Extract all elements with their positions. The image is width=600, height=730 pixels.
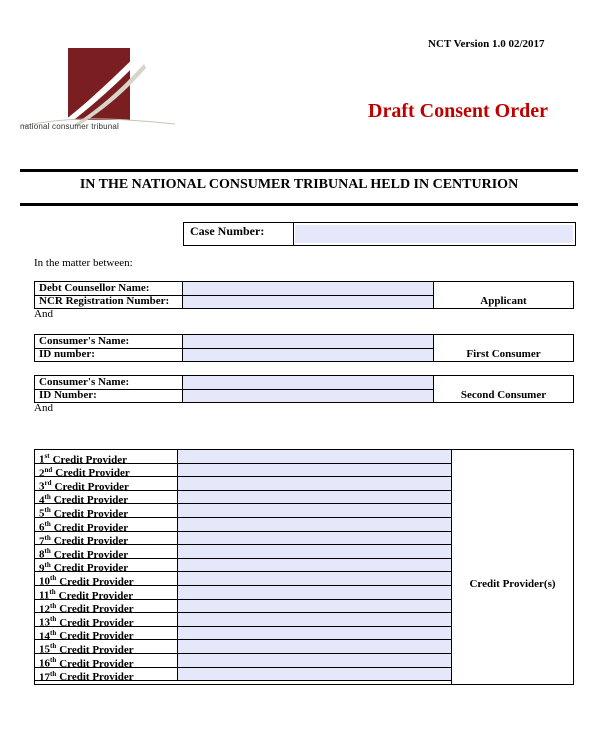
credit-provider-row [35, 532, 451, 546]
credit-provider-row [35, 586, 451, 600]
credit-provider-row [35, 450, 451, 464]
debt-counsellor-input[interactable] [182, 282, 434, 295]
credit-provider-label: 7th Credit Provider [39, 533, 129, 548]
credit-provider-input[interactable] [177, 627, 451, 640]
second-consumer-name-input[interactable] [182, 376, 434, 389]
credit-provider-input[interactable] [177, 464, 451, 477]
case-number-input[interactable] [295, 225, 573, 243]
credit-provider-label: 4th Credit Provider [39, 492, 129, 507]
credit-provider-label: 13th Credit Provider [39, 615, 134, 629]
credit-provider-label: 9th Credit Provider [39, 560, 129, 575]
credit-provider-row [35, 640, 451, 657]
credit-provider-row [35, 477, 451, 491]
credit-provider-input[interactable] [177, 668, 451, 681]
credit-provider-row [35, 654, 451, 668]
case-number-label: Case Number: [184, 223, 294, 245]
credit-provider-label: 16th Credit Provider [39, 656, 134, 670]
credit-provider-label: 8th Credit Provider [39, 547, 129, 561]
ncr-registration-label: NCR Registration Number: [39, 295, 170, 307]
applicant-role: Applicant [480, 295, 527, 307]
credit-provider-row [35, 627, 451, 641]
second-consumer-id-input[interactable] [182, 390, 434, 402]
credit-provider-label: 6th Credit Provider [39, 520, 129, 534]
second-consumer-role: Second Consumer [460, 389, 547, 401]
first-consumer-id-input[interactable] [182, 349, 434, 361]
credit-provider-row [35, 572, 451, 589]
credit-provider-row [35, 600, 451, 614]
credit-provider-row [35, 518, 451, 532]
credit-provider-label: 14th Credit Provider [39, 628, 134, 643]
credit-provider-label: 11th Credit Provider [39, 588, 134, 602]
logo-text: national consumer tribunal [20, 122, 120, 131]
credit-provider-input[interactable] [177, 654, 451, 667]
second-consumer-id-label: ID Number: [39, 389, 97, 401]
credit-provider-input[interactable] [177, 504, 451, 517]
credit-provider-label: 1st Credit Provider [39, 452, 128, 466]
credit-provider-label: 2nd Credit Provider [39, 465, 130, 480]
second-consumer-table [34, 375, 574, 403]
ncr-registration-input[interactable] [182, 296, 434, 308]
credit-provider-label: 10th Credit Provider [39, 574, 134, 589]
credit-provider-row [35, 504, 451, 521]
credit-provider-label: 15th Credit Provider [39, 642, 134, 657]
logo-swoosh-icon [20, 46, 180, 126]
credit-provider-input[interactable] [177, 613, 451, 626]
divider-top [20, 169, 578, 172]
credit-provider-row [35, 545, 451, 559]
and-text: And [34, 308, 53, 320]
debt-counsellor-label: Debt Counsellor Name: [39, 282, 150, 294]
credit-provider-row [35, 613, 451, 627]
second-consumer-name-label: Consumer's Name: [39, 376, 130, 388]
credit-provider-input[interactable] [177, 477, 451, 490]
credit-provider-row [35, 668, 451, 682]
credit-provider-input[interactable] [177, 559, 451, 572]
credit-provider-label: 3rd Credit Provider [39, 479, 129, 493]
credit-provider-row [35, 559, 451, 573]
divider-bottom [20, 203, 578, 206]
page-title: Draft Consent Order [368, 100, 548, 122]
tribunal-heading: IN THE NATIONAL CONSUMER TRIBUNAL HELD IN CENTURION [79, 177, 519, 192]
credit-provider-row [35, 491, 451, 505]
credit-provider-label: 17th Credit Provider [39, 669, 134, 684]
credit-provider-input[interactable] [177, 518, 451, 531]
credit-provider-label: 5th Credit Provider [39, 506, 129, 521]
credit-providers-table [34, 449, 574, 685]
first-consumer-name-label: Consumer's Name: [39, 335, 130, 347]
credit-provider-input[interactable] [177, 491, 451, 504]
credit-provider-input[interactable] [177, 640, 451, 653]
credit-provider-input[interactable] [177, 572, 451, 585]
version-label: NCT Version 1.0 02/2017 [428, 38, 545, 50]
applicant-table [34, 281, 574, 309]
credit-provider-input[interactable] [177, 600, 451, 613]
case-number-row [183, 222, 576, 246]
credit-provider-input[interactable] [177, 545, 451, 558]
first-consumer-table [34, 334, 574, 362]
and-text-2: And [34, 402, 53, 414]
credit-provider-row [35, 464, 451, 478]
credit-provider-input[interactable] [177, 532, 451, 545]
matter-text: In the matter between: [34, 257, 133, 269]
first-consumer-name-input[interactable] [182, 335, 434, 348]
credit-provider-input[interactable] [177, 450, 451, 463]
first-consumer-id-label: ID number: [39, 348, 95, 360]
credit-provider-input[interactable] [177, 586, 451, 599]
credit-provider-label: 12th Credit Provider [39, 601, 134, 616]
credit-providers-role: Credit Provider(s) [469, 578, 556, 590]
first-consumer-role: First Consumer [466, 348, 541, 360]
